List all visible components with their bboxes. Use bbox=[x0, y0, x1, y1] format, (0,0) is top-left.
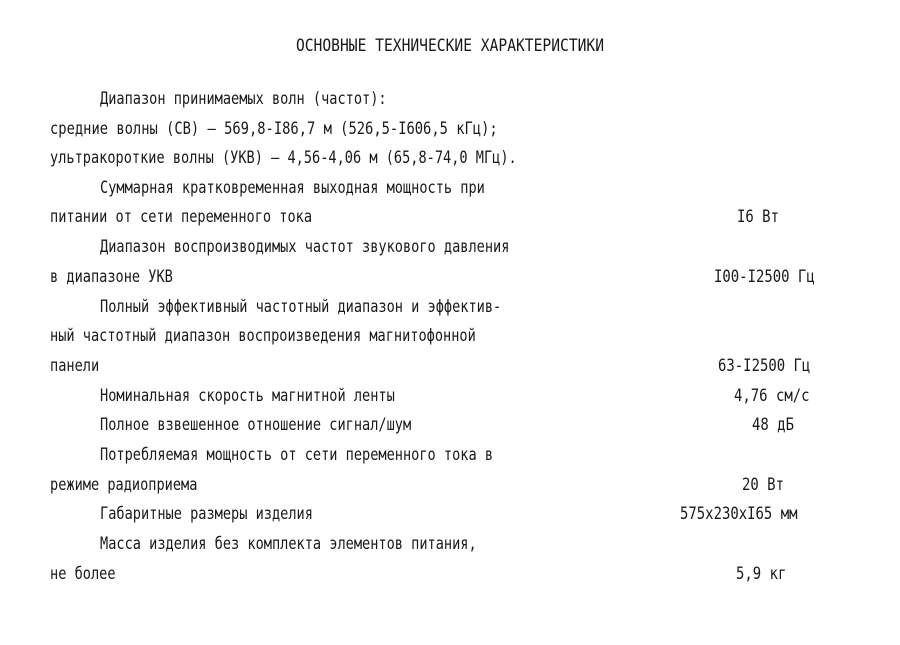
spec-value: 20 Вт bbox=[742, 475, 784, 495]
spec-value: I6 Вт bbox=[737, 207, 779, 227]
spec-text: ный частотный диапазон воспроизведения магнитофонной bbox=[50, 326, 476, 346]
spec-line bbox=[0, 472, 900, 498]
spec-text: Суммарная кратковременная выходная мощность при bbox=[100, 178, 485, 198]
spec-text: Номинальная скорость магнитной ленты bbox=[100, 386, 395, 406]
spec-value: I00-I2500 Гц bbox=[714, 267, 815, 287]
spec-text: в диапазоне УКВ bbox=[50, 267, 173, 287]
spec-line bbox=[0, 145, 900, 171]
spec-line bbox=[0, 204, 900, 230]
spec-text: Полный эффективный частотный диапазон и эффектив- bbox=[100, 297, 502, 317]
spec-value: 4,76 см/с bbox=[734, 386, 810, 406]
spec-line bbox=[0, 116, 900, 142]
spec-text: ультракороткие волны (УКВ) – 4,56-4,06 м (65,8-74,0 МГц). bbox=[50, 148, 517, 168]
spec-line bbox=[0, 323, 900, 349]
spec-value: 5,9 кг bbox=[736, 564, 787, 584]
spec-text: Габаритные размеры изделия bbox=[100, 504, 313, 524]
spec-text: Полное взвешенное отношение сигнал/шум bbox=[100, 415, 412, 435]
spec-line bbox=[0, 264, 900, 290]
spec-text: Диапазон воспроизводимых частот звукового давления bbox=[100, 237, 510, 257]
spec-text: панели bbox=[50, 356, 100, 376]
spec-line bbox=[0, 294, 900, 320]
spec-line bbox=[0, 561, 900, 587]
spec-text: Масса изделия без комплекта элементов питания, bbox=[100, 534, 477, 554]
spec-line bbox=[0, 86, 900, 112]
spec-line bbox=[0, 412, 900, 438]
spec-line bbox=[0, 234, 900, 260]
spec-value: 63-I2500 Гц bbox=[718, 356, 811, 376]
spec-line bbox=[0, 383, 900, 409]
spec-line bbox=[0, 531, 900, 557]
spec-text: питании от сети переменного тока bbox=[50, 207, 313, 227]
spec-text: Диапазон принимаемых волн (частот): bbox=[100, 89, 387, 109]
spec-line bbox=[0, 175, 900, 201]
spec-line bbox=[0, 442, 900, 468]
spec-text: средние волны (СВ) – 569,8-I86,7 м (526,5-I606,5 кГц); bbox=[50, 119, 498, 139]
document-title: ОСНОВНЫЕ ТЕХНИЧЕСКИЕ ХАРАКТЕРИСТИКИ bbox=[295, 36, 605, 56]
spec-value: 575x230xI65 мм bbox=[680, 504, 798, 524]
spec-value: 48 дБ bbox=[752, 415, 794, 435]
spec-text: Потребляемая мощность от сети переменного тока в bbox=[100, 445, 494, 465]
spec-line bbox=[0, 501, 900, 527]
spec-text: не более bbox=[50, 564, 116, 584]
spec-line bbox=[0, 353, 900, 379]
spec-text: режиме радиоприема bbox=[50, 475, 198, 495]
